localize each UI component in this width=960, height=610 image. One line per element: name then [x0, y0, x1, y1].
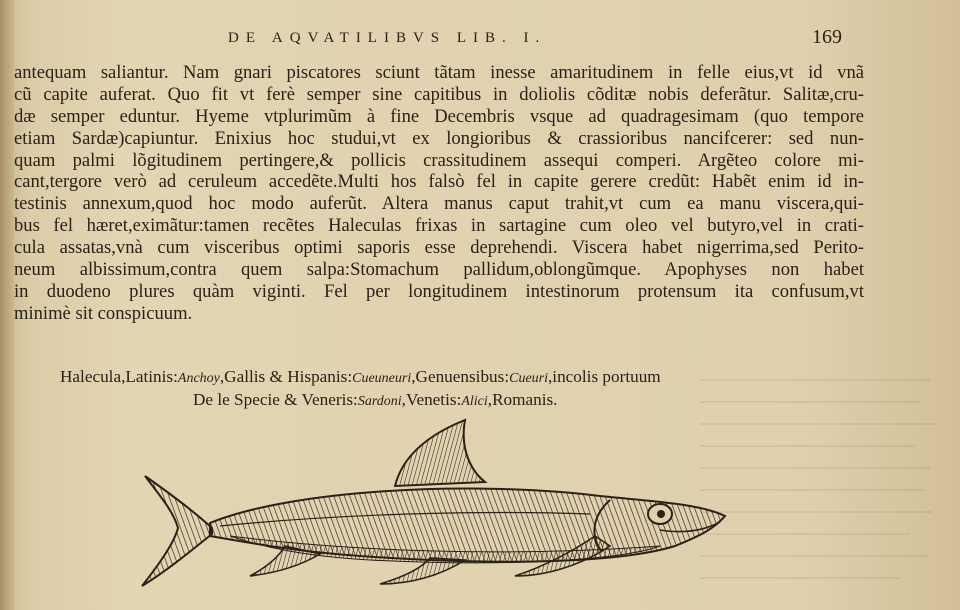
- vernacular-names: [60, 366, 820, 412]
- page-header: [0, 26, 960, 52]
- name-italic: Sardoni: [357, 394, 402, 409]
- name-text: ,Venetis:: [401, 390, 462, 409]
- text-line: cula assatas,vnà cum visceribus optimi saporis esse deprehendi. Viscera habet nigerrima,sed Perito-: [14, 237, 864, 259]
- name-text: ,Gallis & Hispanis:: [219, 367, 353, 386]
- text-line: cant,tergore verò ad ceruleum accedẽte.Multi hos falsò fel in capite gerere credũt: Habẽt enim id in-: [14, 171, 864, 193]
- text-line: quam palmi lõgitudinem pertingere,& pollicis crassitudinem assequi comperi. Argẽteo colore mi-: [14, 149, 864, 171]
- text-line: neum albissimum,contra quem salpa:Stomachum pallidum,oblongũmque. Apophyses non habet: [14, 259, 864, 281]
- name-text: ,Romanis.: [487, 390, 558, 409]
- running-head: DE AQVATILIBVS LIB. I.: [228, 30, 547, 46]
- body-text: [14, 62, 864, 325]
- anchovy-woodcut: [140, 418, 740, 598]
- name-text: De le Specie & Veneris:: [193, 390, 358, 409]
- names-line-1: [60, 366, 820, 389]
- text-line: cũ capite auferat. Quo fit vt ferè semper sine capitibus in doliolis cõditæ nobis deferãtur. Salitæ,cru-: [14, 83, 864, 105]
- name-italic: Cueuri: [509, 371, 548, 386]
- text-line: minimè sit conspicuum.: [14, 302, 193, 324]
- page-gutter: [0, 0, 14, 610]
- text-line: bus fel hæret,eximãtur:tamen recẽtes Haleculas frixas in sartagine cum oleo vel butyro,vel in crati-: [14, 215, 864, 237]
- text-line: antequam saliantur. Nam gnari piscatores sciunt tãtam inesse amaritudinem in felle eius,vt id vnã: [14, 62, 864, 83]
- name-italic: Anchoy: [177, 371, 220, 386]
- text-line: etiam Sardæ)capiuntur. Enixius hoc studui,vt ex longioribus & crassioribus nancifcerer: sed nun-: [14, 127, 864, 149]
- dorsal-fin: [395, 420, 485, 486]
- name-italic: Alici: [461, 394, 488, 409]
- names-line-2: [60, 389, 820, 412]
- text-line: in duodeno plures quàm viginti. Fel per longitudinem intestinorum protensum ita confusum,vt: [14, 280, 864, 302]
- name-italic: Cueuneuri: [352, 371, 412, 386]
- tail-fin: [142, 476, 212, 586]
- name-text: ,incolis portuum: [548, 367, 661, 386]
- text-line: testinis annexum,quod hoc modo auferũt. Altera manus caput trahit,vt cum ea manu viscera,qui-: [14, 193, 864, 215]
- name-text: Halecula,Latinis:: [60, 367, 178, 386]
- page-number: 169: [812, 26, 842, 48]
- name-text: ,Genuensibus:: [411, 367, 510, 386]
- text-line: dæ semper eduntur. Hyeme vtplurimũm à fine Decembris vsque ad quadragesimam (quo tempore: [14, 105, 864, 127]
